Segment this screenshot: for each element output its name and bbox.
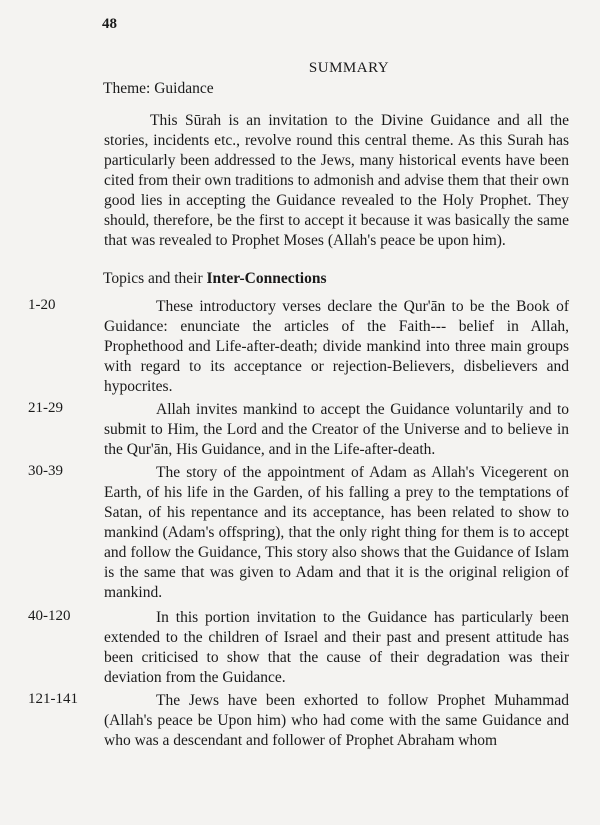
topic-text: The Jews have been exhorted to follow Prophet Muhammad (Allah's peace be Upon him) who had come with the same Guidance and who was a descendant and follower of Prophet Abraham whom [104, 692, 569, 749]
topic-range: 1-20 [28, 297, 56, 313]
topics-heading-bold: Inter-Connections [206, 270, 327, 287]
topic-text: In this portion invitation to the Guidance has particularly been extended to the children of Israel and their past and present attitude has been criticised to show that the cause of their degradation was their deviation from the Guidance. [104, 609, 569, 686]
theme-heading: Theme: Guidance [103, 80, 214, 97]
topic-range: 30-39 [28, 463, 63, 479]
topic-range: 21-29 [28, 400, 63, 416]
summary-title: SUMMARY [308, 60, 390, 76]
topic-range: 40-120 [28, 608, 71, 624]
topic-text: Allah invites mankind to accept the Guidance voluntarily and to submit to Him, the Lord and the Creator of the Universe and to believe in the Qur'ān, His Guidance, and in the Life-after-death. [104, 401, 569, 458]
topics-heading [103, 270, 327, 288]
topic-text: The story of the appointment of Adam as Allah's Vicegerent on Earth, of his life in the Garden, of his falling a prey to the temptations of Satan, of his repentance and its acceptance, has been related to show to mankind (Adam's offspring), that the only right thing for them is to accept and follow the Guidance, This story also shows that the Guidance of Islam is the same that was given to Adam and that it is the original religion of mankind. [104, 464, 569, 601]
topic-range: 121-141 [28, 691, 78, 707]
page-number: 48 [102, 16, 117, 32]
topics-heading-plain: Topics and their [103, 270, 207, 287]
intro-paragraph: This Sūrah is an invitation to the Divine Guidance and all the stories, incidents etc., revolve round this central theme. As this Surah has particularly been addressed to the Jews, many historical events have been cited from their own traditions to admonish and advise them that their own good lies in accepting the Guidance revealed to the Holy Prophet. They should, therefore, be the first to accept it because it was basically the same that was revealed to Prophet Moses (Allah's peace be upon him). [104, 112, 569, 249]
topic-text: These introductory verses declare the Qur'ān to be the Book of Guidance: enunciate the articles of the Faith--- belief in Allah, Prophethood and Life-after-death; divide mankind into three main groups with regard to its acceptance or rejection-Believers, disbelievers and hypocrites. [104, 298, 569, 395]
